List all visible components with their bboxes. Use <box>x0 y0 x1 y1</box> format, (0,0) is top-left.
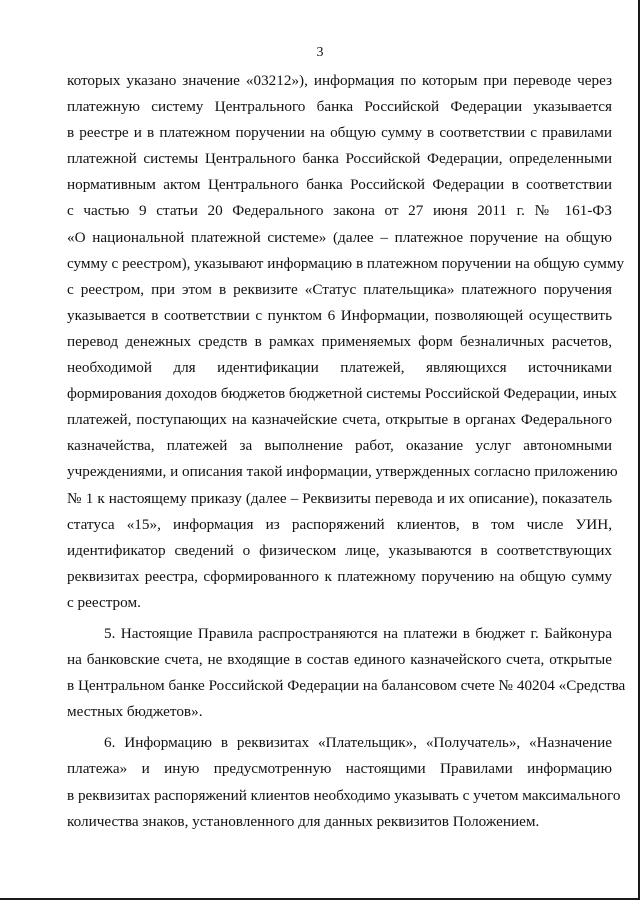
text-line: реквизитах реестра, сформированного к платежному поручению на общую сумму <box>67 567 612 585</box>
text-line: сумму с реестром), указывают информацию в платежном поручении на общую сумму <box>67 254 625 272</box>
text-line: № 1 к настоящему приказу (далее – Реквизиты перевода и их описание), показатель <box>67 489 612 507</box>
paragraph-6 <box>67 730 621 834</box>
paragraph-continuation <box>67 68 625 616</box>
text-line: казначейства, платежей за выполнение работ, оказание услуг автономными <box>67 437 612 455</box>
text-line: в Центральном банке Российской Федерации на балансовом счете № 40204 «Средства <box>67 677 626 695</box>
text-line: указывается в соответствии с пунктом 6 Информации, позволяющей осуществить <box>67 306 612 324</box>
text-line: идентификатор сведений о физическом лице, указываются в соответствующих <box>67 541 612 559</box>
text-line: 6. Информацию в реквизитах «Плательщик», «Получатель», «Назначение <box>104 734 612 752</box>
text-line: формирования доходов бюджетов бюджетной системы Российской Федерации, иных <box>67 385 617 403</box>
text-line: с реестром. <box>67 593 141 611</box>
text-line: нормативным актом Центрального банка Российской Федерации в соответствии <box>67 176 612 194</box>
text-line: с реестром, при этом в реквизите «Статус плательщика» платежного поручения <box>67 280 612 298</box>
paragraph-5 <box>67 621 626 725</box>
text-line: местных бюджетов». <box>67 703 203 721</box>
text-line: статуса «15», информация из распоряжений клиентов, в том числе УИН, <box>67 515 612 533</box>
text-line: в реквизитах распоряжений клиентов необходимо указывать с учетом максимального <box>67 786 621 804</box>
text-line: платежа» и иную предусмотренную настоящими Правилами информацию <box>67 760 612 778</box>
text-line: «О национальной платежной системе» (далее – платежное поручение на общую <box>67 228 612 246</box>
text-line: платежей, поступающих на казначейские счета, открытые в органах Федерального <box>67 411 612 429</box>
text-line: учреждениями, и описания такой информации, утвержденных согласно приложению <box>67 463 618 481</box>
text-line: на банковские счета, не входящие в состав единого казначейского счета, открытые <box>67 651 612 669</box>
text-line: количества знаков, установленного для данных реквизитов Положением. <box>67 812 540 830</box>
text-line: в реестре и в платежном поручении на общую сумму в соответствии с правилами <box>67 124 612 142</box>
text-line: платежную систему Центрального банка Российской Федерации указывается <box>67 98 612 116</box>
text-line: 5. Настоящие Правила распространяются на платежи в бюджет г. Байконура <box>104 624 612 642</box>
text-line: платежной системы Центрального банка Российской Федерации, определенными <box>67 150 612 168</box>
page-number: 3 <box>316 45 324 60</box>
text-line: необходимой для идентификации платежей, являющихся источниками <box>67 359 612 377</box>
document-body <box>67 68 626 835</box>
text-line: которых указано значение «03212»), информация по которым при переводе через <box>67 72 612 89</box>
text-line: с частью 9 статьи 20 Федерального закона от 27 июня 2011 г. № 161-ФЗ <box>67 202 612 220</box>
text-line: перевод денежных средств в рамках применяемых форм безналичных расчетов, <box>67 332 612 350</box>
